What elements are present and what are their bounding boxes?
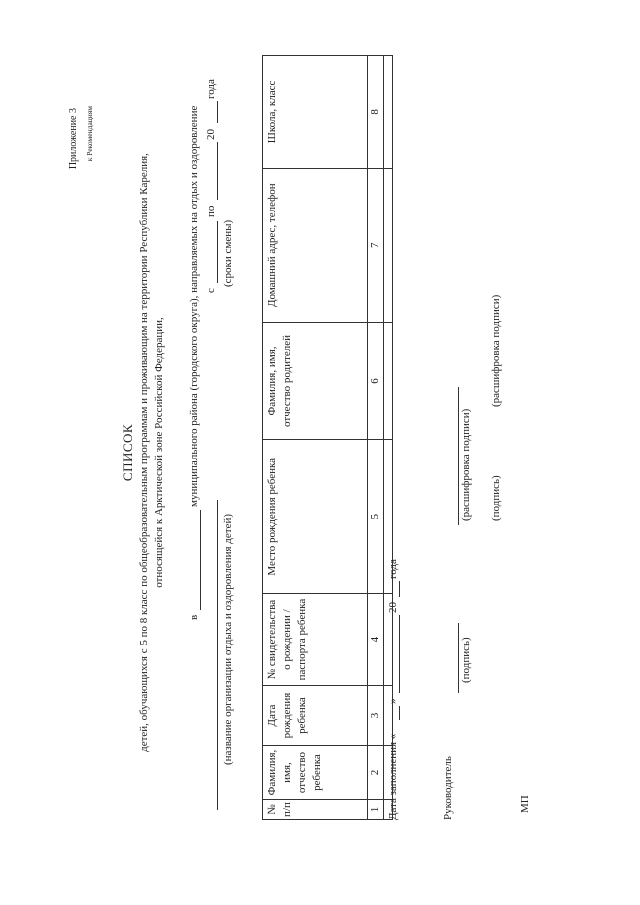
document-title: СПИСОК — [120, 423, 135, 482]
subtitle-line-1: детей, обучающихся с 5 по 8 класс по общеобразовательным программам и проживающим на территории Республики Карелия, — [138, 153, 150, 752]
fill-date-year-blank — [399, 581, 400, 597]
municipality-prefix: в — [188, 614, 200, 620]
column-number-5: 5 — [368, 440, 384, 594]
period-to: по — [205, 205, 217, 217]
header-certificate: № свидетельства о рождении / паспорта ребенка — [263, 594, 368, 686]
signature-decode-caption-2: (расшифровка подписи) — [490, 294, 502, 407]
fill-date-close-quote: » — [387, 698, 399, 704]
table-header-row — [263, 56, 368, 820]
header-birth-date: Дата рождения ребенка — [263, 686, 368, 746]
fill-date-label: Дата заполнения « — [387, 733, 399, 820]
header-address: Домашний адрес, телефон — [263, 168, 368, 322]
header-number: № п/п — [263, 800, 368, 820]
column-number-6: 6 — [368, 322, 384, 440]
appendix-label: Приложение 3 — [68, 108, 79, 170]
period-year-word: года — [205, 79, 217, 99]
header-school: Школа, класс — [263, 56, 368, 169]
fill-date-month-blank — [399, 615, 400, 693]
column-number-4: 4 — [368, 594, 384, 686]
column-number-3: 3 — [368, 686, 384, 746]
signature-sign-caption-2: (подпись) — [490, 475, 502, 521]
column-number-2: 2 — [368, 746, 384, 800]
signature-decode-caption: (расшифровка подписи) — [460, 408, 472, 521]
signature-decode-blank — [458, 387, 459, 525]
signature-sign-blank — [458, 623, 459, 693]
period-to-blank — [217, 142, 218, 200]
table-cell — [383, 322, 392, 440]
municipality-text: муниципального района (городского округа), направляемых на отдых и оздоровление — [188, 105, 200, 507]
signature-role: Руководитель — [442, 756, 454, 820]
appendix-sub-label: к Рекомендациям — [85, 106, 94, 162]
period-year-prefix: 20 — [205, 129, 217, 140]
fill-date-year-word: года — [387, 559, 399, 579]
fill-date-year-prefix: 20 — [387, 602, 399, 613]
table-cell — [383, 168, 392, 322]
header-child-name: Фамилия, имя, отчество ребенка — [263, 746, 368, 800]
column-number-8: 8 — [368, 56, 384, 169]
children-table — [262, 55, 393, 820]
period-from: с — [205, 288, 217, 293]
organization-blank — [217, 500, 218, 810]
organization-caption: (название организации отдыха и оздоровления детей) — [222, 513, 234, 765]
period-caption: (сроки смены) — [222, 219, 234, 287]
period-year-blank — [217, 101, 218, 123]
column-number-1: 1 — [368, 800, 384, 820]
table-row — [383, 56, 392, 820]
column-number-7: 7 — [368, 168, 384, 322]
stamp-label: МП — [519, 795, 531, 813]
fill-date-day-blank — [399, 706, 400, 720]
signature-sign-caption: (подпись) — [460, 637, 472, 683]
period-from-blank — [217, 221, 218, 283]
table-cell — [383, 56, 392, 169]
header-birth-place: Место рождения ребенка — [263, 440, 368, 594]
subtitle-line-2: относящейся к Арктической зоне Российской Федерации, — [153, 317, 165, 588]
municipality-blank — [200, 510, 201, 610]
table-row — [368, 56, 384, 820]
header-parents: Фамилия, имя, отчество родителей — [263, 322, 368, 440]
